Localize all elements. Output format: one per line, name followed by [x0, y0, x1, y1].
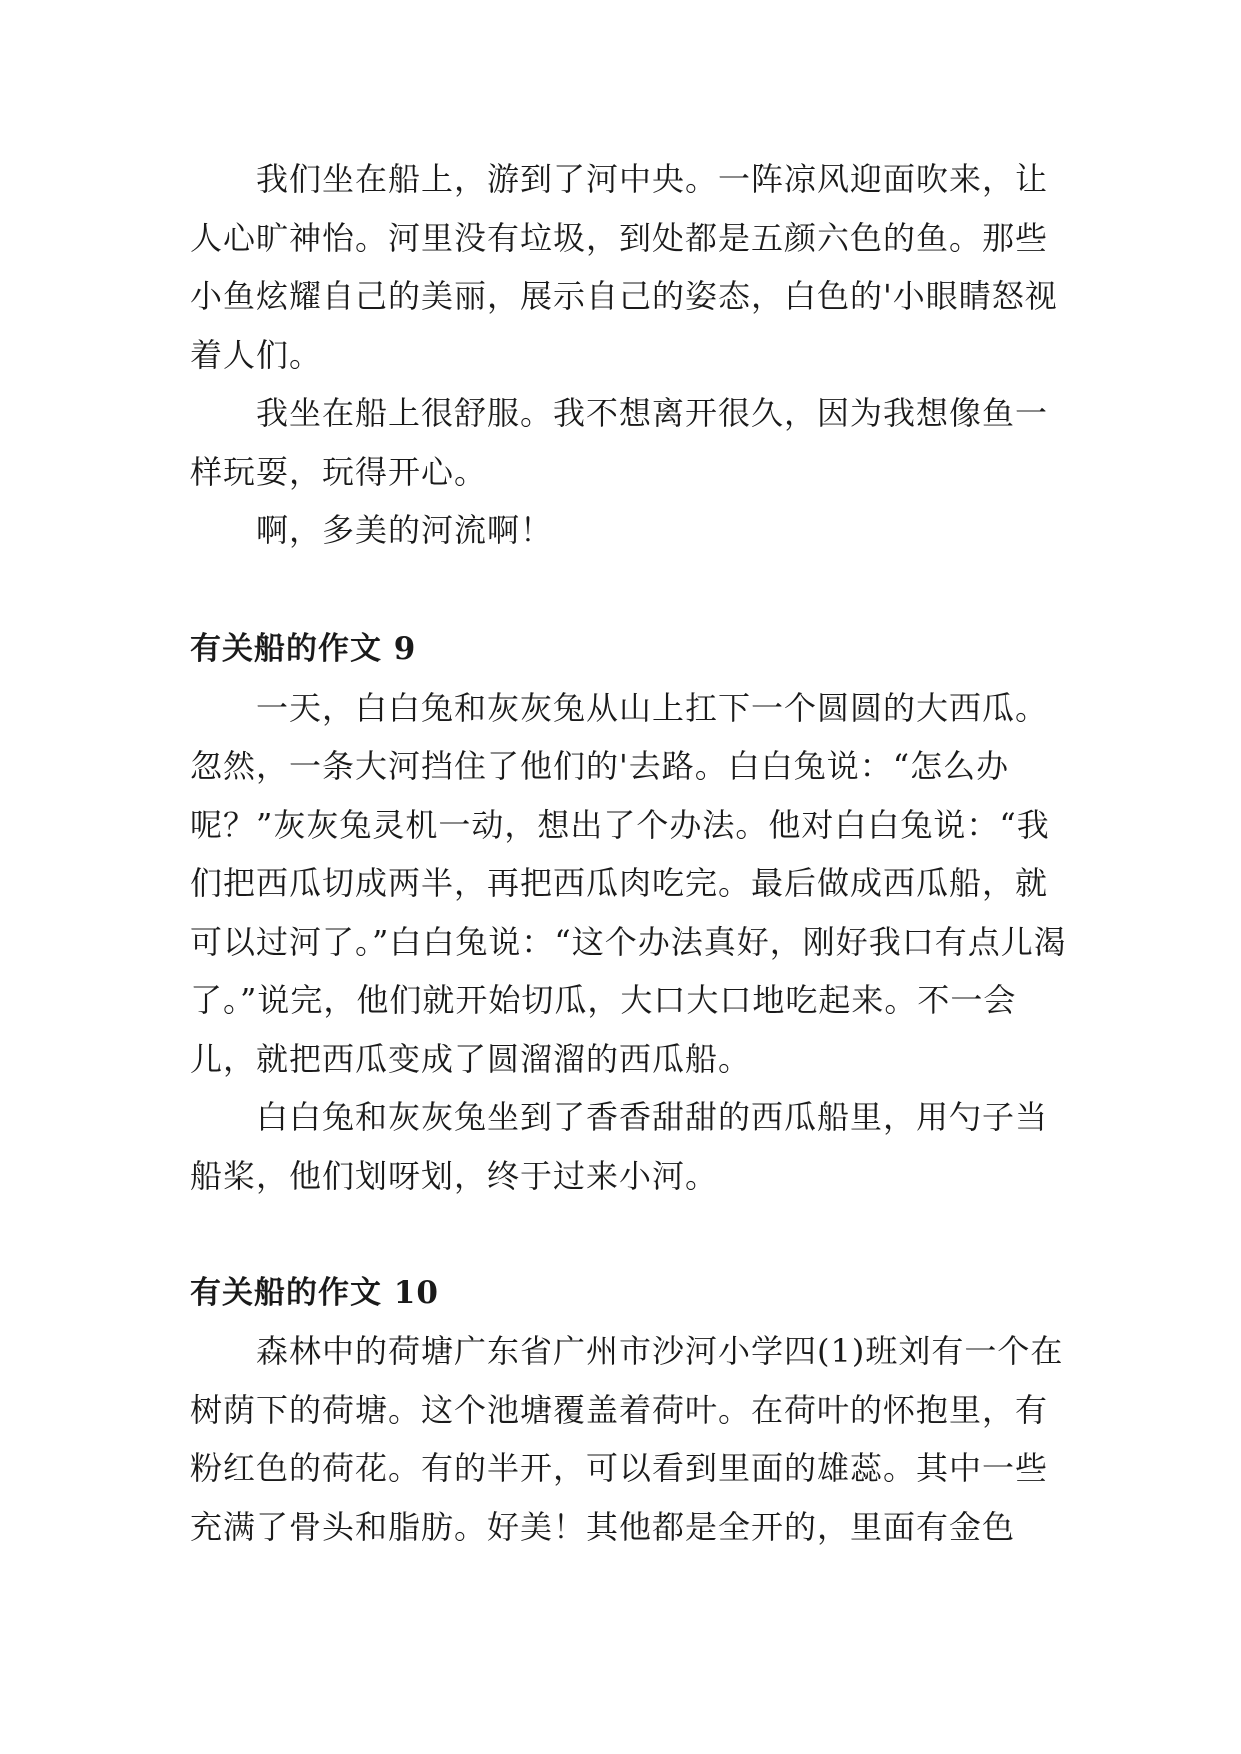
section-gap [190, 560, 1070, 619]
section-gap [190, 1205, 1070, 1264]
document-page [190, 150, 1070, 1556]
paragraph: 啊，多美的河流啊！ [256, 511, 554, 549]
section-heading-10: 有关船的作文 10 [190, 1274, 439, 1311]
section-heading-9: 有关船的作文 9 [190, 631, 417, 667]
paragraph: 我坐在船上很舒服。我不想离开很久，因为我想像鱼一样玩耍，玩得开心。 [190, 394, 1049, 491]
paragraph: 一天，白白兔和灰灰兔从山上扛下一个圆圆的大西瓜。忽然，一条大河挡住了他们的'去路。白白兔说：“怎么办呢？”灰灰兔灵机一动，想出了个办法。他对白白兔说：“我们把西瓜切成两半，再把西瓜肉吃完。最后做成西瓜船，就可以过河了。”白白兔说：“这个办法真好，刚好我口有点儿渴了。”说完，他们就开始切瓜，大口大口地吃起来。不一会儿，就把西瓜变成了圆溜溜的西瓜船。 [190, 688, 1067, 1078]
paragraph: 我们坐在船上，游到了河中央。一阵凉风迎面吹来，让人心旷神怡。河里没有垃圾，到处都是五颜六色的鱼。那些小鱼炫耀自己的美丽，展示自己的姿态，白色的'小眼睛怒视着人们。 [190, 160, 1058, 374]
paragraph: 森林中的荷塘广东省广州市沙河小学四(1)班刘有一个在树荫下的荷塘。这个池塘覆盖着荷叶。在荷叶的怀抱里，有粉红色的荷花。有的半开，可以看到里面的雄蕊。其中一些充满了骨头和脂肪。好美！其他都是全开的，里面有金色 [190, 1332, 1064, 1546]
paragraph: 白白兔和灰灰兔坐到了香香甜甜的西瓜船里，用勺子当船桨，他们划呀划，终于过来小河。 [190, 1098, 1049, 1195]
